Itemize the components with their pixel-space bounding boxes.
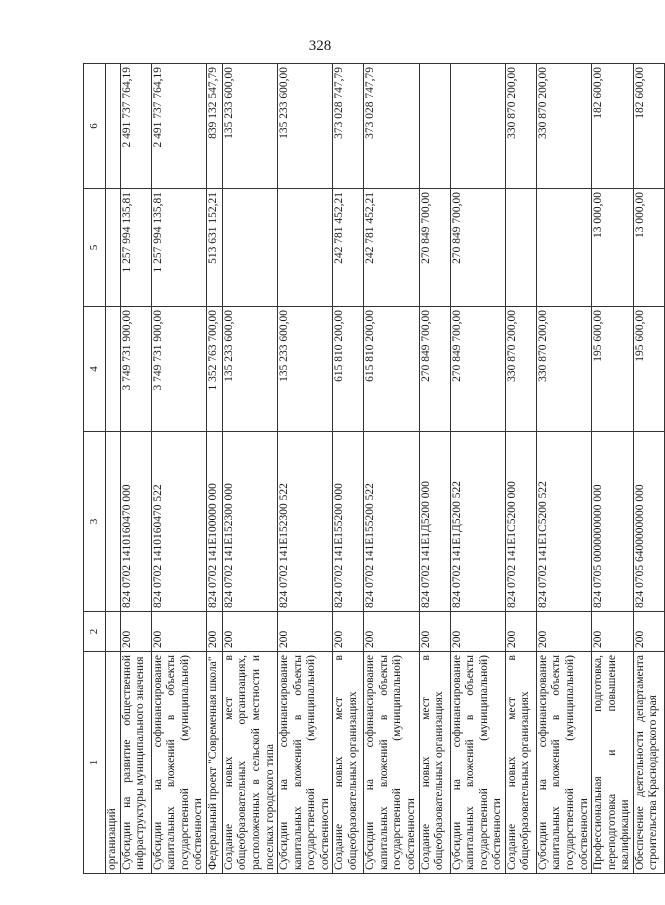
row-value-5: 242 781 452,21 — [364, 189, 419, 307]
row-value-6: 330 870 200,00 — [505, 64, 536, 189]
row-name: организаций — [106, 652, 121, 874]
row-name: Субсидии на софинансирование капитальных вложений в объекты государственной (муниципальной) собственности — [364, 652, 419, 874]
budget-table — [83, 63, 665, 874]
row-name: Профессиональная подготовка, переподготовка и повышение квалификации — [592, 652, 634, 874]
row-kbk: 824 0702 141E152300 000 — [222, 432, 277, 612]
row-value-4: 330 870 200,00 — [505, 307, 536, 432]
table-row — [120, 64, 151, 874]
row-code: 200 — [206, 612, 222, 652]
row-value-6 — [106, 64, 121, 189]
row-value-6 — [419, 64, 450, 189]
row-kbk: 824 0702 141E155200 522 — [364, 432, 419, 612]
row-value-6: 2 491 737 764,19 — [151, 64, 206, 189]
row-value-5: 270 849 700,00 — [419, 189, 450, 307]
header-cell: 2 — [84, 612, 106, 652]
page-number: 328 — [308, 38, 332, 54]
row-kbk: 824 0702 141E152300 522 — [278, 432, 333, 612]
table-row — [206, 64, 222, 874]
table-row — [278, 64, 333, 874]
row-value-6: 330 870 200,00 — [536, 64, 591, 189]
row-value-5: 242 781 452,21 — [333, 189, 364, 307]
row-value-5: 270 849 700,00 — [450, 189, 505, 307]
row-kbk: 824 0702 141E1С5200 000 — [505, 432, 536, 612]
row-name: Федеральный проект "Современная школа" — [206, 652, 222, 874]
row-value-5: 13 000,00 — [592, 189, 634, 307]
row-kbk: 824 0705 6400000000 000 — [633, 432, 664, 612]
row-value-4: 3 749 731 900,00 — [151, 307, 206, 432]
row-code: 200 — [536, 612, 591, 652]
row-value-4: 330 870 200,00 — [536, 307, 591, 432]
row-value-5: 1 257 994 135,81 — [120, 189, 151, 307]
table-row — [505, 64, 536, 874]
header-cell: 6 — [84, 64, 106, 189]
table-row — [222, 64, 277, 874]
row-value-5 — [278, 189, 333, 307]
row-name: Субсидии на софинансирование капитальных вложений в объекты государственной (муниципальной) собственности — [450, 652, 505, 874]
row-value-4: 135 233 600,00 — [222, 307, 277, 432]
table-row — [333, 64, 364, 874]
row-value-5 — [536, 189, 591, 307]
row-value-6: 135 233 600,00 — [222, 64, 277, 189]
row-value-5 — [505, 189, 536, 307]
row-kbk: 824 0702 141E1Д5200 522 — [450, 432, 505, 612]
row-value-4: 1 352 763 700,00 — [206, 307, 222, 432]
row-name: Создание новых мест в общеобразовательных организациях, расположенных в сельской местности и поселках городского типа — [222, 652, 277, 874]
row-value-6: 182 600,00 — [592, 64, 634, 189]
row-name: Создание новых мест в общеобразовательных организациях — [333, 652, 364, 874]
header-cell: 3 — [84, 432, 106, 612]
row-value-6: 373 028 747,79 — [364, 64, 419, 189]
table-row — [419, 64, 450, 874]
row-value-5: 513 631 152,21 — [206, 189, 222, 307]
row-value-5 — [106, 189, 121, 307]
row-code: 200 — [151, 612, 206, 652]
row-value-4: 3 749 731 900,00 — [120, 307, 151, 432]
header-cell: 5 — [84, 189, 106, 307]
table-row — [450, 64, 505, 874]
row-code: 200 — [120, 612, 151, 652]
row-name: Субсидии на софинансирование капитальных вложений в объекты государственной (муниципальной) собственности — [151, 652, 206, 874]
table-row — [536, 64, 591, 874]
row-code: 200 — [419, 612, 450, 652]
table-row — [151, 64, 206, 874]
row-value-4: 270 849 700,00 — [450, 307, 505, 432]
row-kbk — [106, 432, 121, 612]
row-value-6: 2 491 737 764,19 — [120, 64, 151, 189]
table-row — [592, 64, 634, 874]
row-name: Обеспечение деятельности департамента строительства Краснодарского края — [633, 652, 664, 874]
row-name: Субсидии на развитие общественной инфраструктуры муниципального значения — [120, 652, 151, 874]
row-value-4: 615 810 200,00 — [364, 307, 419, 432]
table-row — [106, 64, 121, 874]
row-value-4: 195 600,00 — [633, 307, 664, 432]
row-value-6: 182 600,00 — [633, 64, 664, 189]
row-code — [106, 612, 121, 652]
row-value-4 — [106, 307, 121, 432]
row-value-4: 615 810 200,00 — [333, 307, 364, 432]
row-name: Создание новых мест в общеобразовательных организациях — [505, 652, 536, 874]
row-code: 200 — [222, 612, 277, 652]
row-kbk: 824 0702 141E1С5200 522 — [536, 432, 591, 612]
row-code: 200 — [278, 612, 333, 652]
row-value-5: 1 257 994 135,81 — [151, 189, 206, 307]
row-code: 200 — [592, 612, 634, 652]
row-value-5: 13 000,00 — [633, 189, 664, 307]
row-kbk: 824 0705 0000000000 000 — [592, 432, 634, 612]
row-kbk: 824 0702 141E100000 000 — [206, 432, 222, 612]
row-value-6: 135 233 600,00 — [278, 64, 333, 189]
table-row — [364, 64, 419, 874]
table-header-row — [84, 64, 106, 874]
row-kbk: 824 0702 1410160470 522 — [151, 432, 206, 612]
row-code: 200 — [505, 612, 536, 652]
row-value-6: 373 028 747,79 — [333, 64, 364, 189]
row-name: Создание новых мест в общеобразовательных организациях — [419, 652, 450, 874]
row-value-4: 135 233 600,00 — [278, 307, 333, 432]
table-row — [633, 64, 664, 874]
row-value-6 — [450, 64, 505, 189]
row-code: 200 — [450, 612, 505, 652]
row-code: 200 — [633, 612, 664, 652]
row-kbk: 824 0702 1410160470 000 — [120, 432, 151, 612]
row-value-4: 195 600,00 — [592, 307, 634, 432]
row-kbk: 824 0702 141E1Д5200 000 — [419, 432, 450, 612]
row-code: 200 — [364, 612, 419, 652]
row-value-5 — [222, 189, 277, 307]
header-cell: 1 — [84, 652, 106, 874]
rotated-table-wrapper — [83, 64, 660, 874]
row-code: 200 — [333, 612, 364, 652]
row-value-6: 839 132 547,79 — [206, 64, 222, 189]
row-kbk: 824 0702 141E155200 000 — [333, 432, 364, 612]
row-name: Субсидии на софинансирование капитальных вложений в объекты государственной (муниципальной) собственности — [536, 652, 591, 874]
row-name: Субсидии на софинансирование капитальных вложений в объекты государственной (муниципальной) собственности — [278, 652, 333, 874]
header-cell: 4 — [84, 307, 106, 432]
row-value-4: 270 849 700,00 — [419, 307, 450, 432]
